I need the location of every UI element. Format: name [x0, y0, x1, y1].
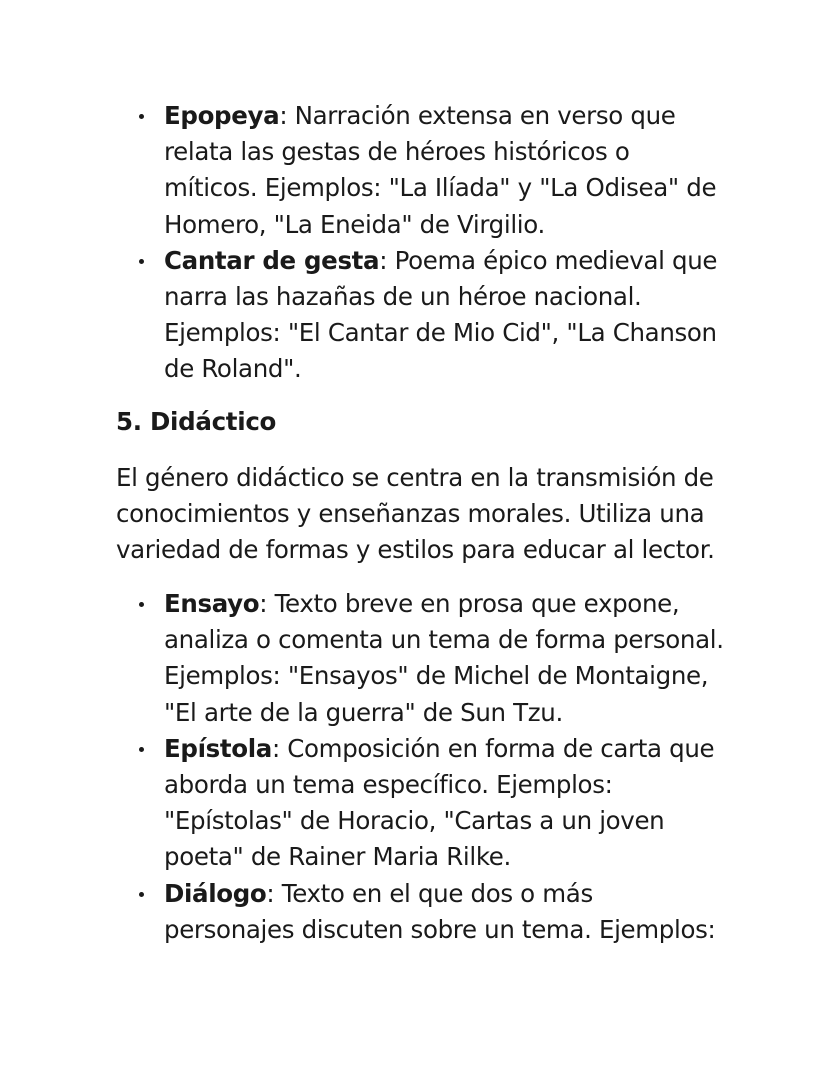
term-label: Diálogo: [164, 878, 267, 908]
epic-genres-list: [0, 98, 828, 388]
list-item-ensayo: [0, 586, 724, 731]
bullet-icon: [139, 259, 144, 264]
section-paragraph: El género didáctico se centra en la transmisión de conocimientos y enseñanzas morales. Utiliza una variedad de formas y estilos para educar al lector.: [116, 463, 715, 565]
term-label: Cantar de gesta: [164, 245, 380, 275]
list-item-dialogo: [0, 876, 724, 948]
term-description: : Texto breve en prosa que expone, analiza o comenta un tema de forma personal. Ejemplos: "Ensayos" de Michel de Montaigne, "El arte de la guerra" de Sun Tzu.: [164, 589, 724, 727]
term-description: : Composición en forma de carta que aborda un tema específico. Ejemplos: "Epístolas" de Horacio, "Cartas a un joven poeta" de Rainer Maria Rilke.: [164, 733, 715, 872]
bullet-icon: [139, 747, 144, 752]
list-item-cantar-de-gesta: [0, 243, 724, 388]
list-item-epistola: [0, 731, 724, 876]
bullet-icon: [139, 114, 144, 119]
term-label: Epopeya: [164, 101, 280, 130]
bullet-icon: [139, 892, 144, 897]
term-description: : Narración extensa en verso que relata las gestas de héroes históricos o míticos. Ejemplos: "La Ilíada" y "La Odisea" de Homero, "La Eneida" de Virgilio.: [164, 101, 717, 239]
term-description: : Poema épico medieval que narra las hazañas de un héroe nacional. Ejemplos: "El Cantar de Mio Cid", "La Chanson de Roland".: [164, 245, 718, 384]
term-label: Epístola: [164, 733, 272, 763]
list-item-epopeya: [0, 98, 724, 243]
section-heading: 5. Didáctico: [116, 407, 277, 436]
bullet-icon: [139, 602, 144, 607]
term-description: : Texto en el que dos o más personajes discuten sobre un tema. Ejemplos:: [164, 878, 716, 944]
term-label: Ensayo: [164, 589, 260, 618]
didactic-genres-list: [0, 586, 828, 948]
